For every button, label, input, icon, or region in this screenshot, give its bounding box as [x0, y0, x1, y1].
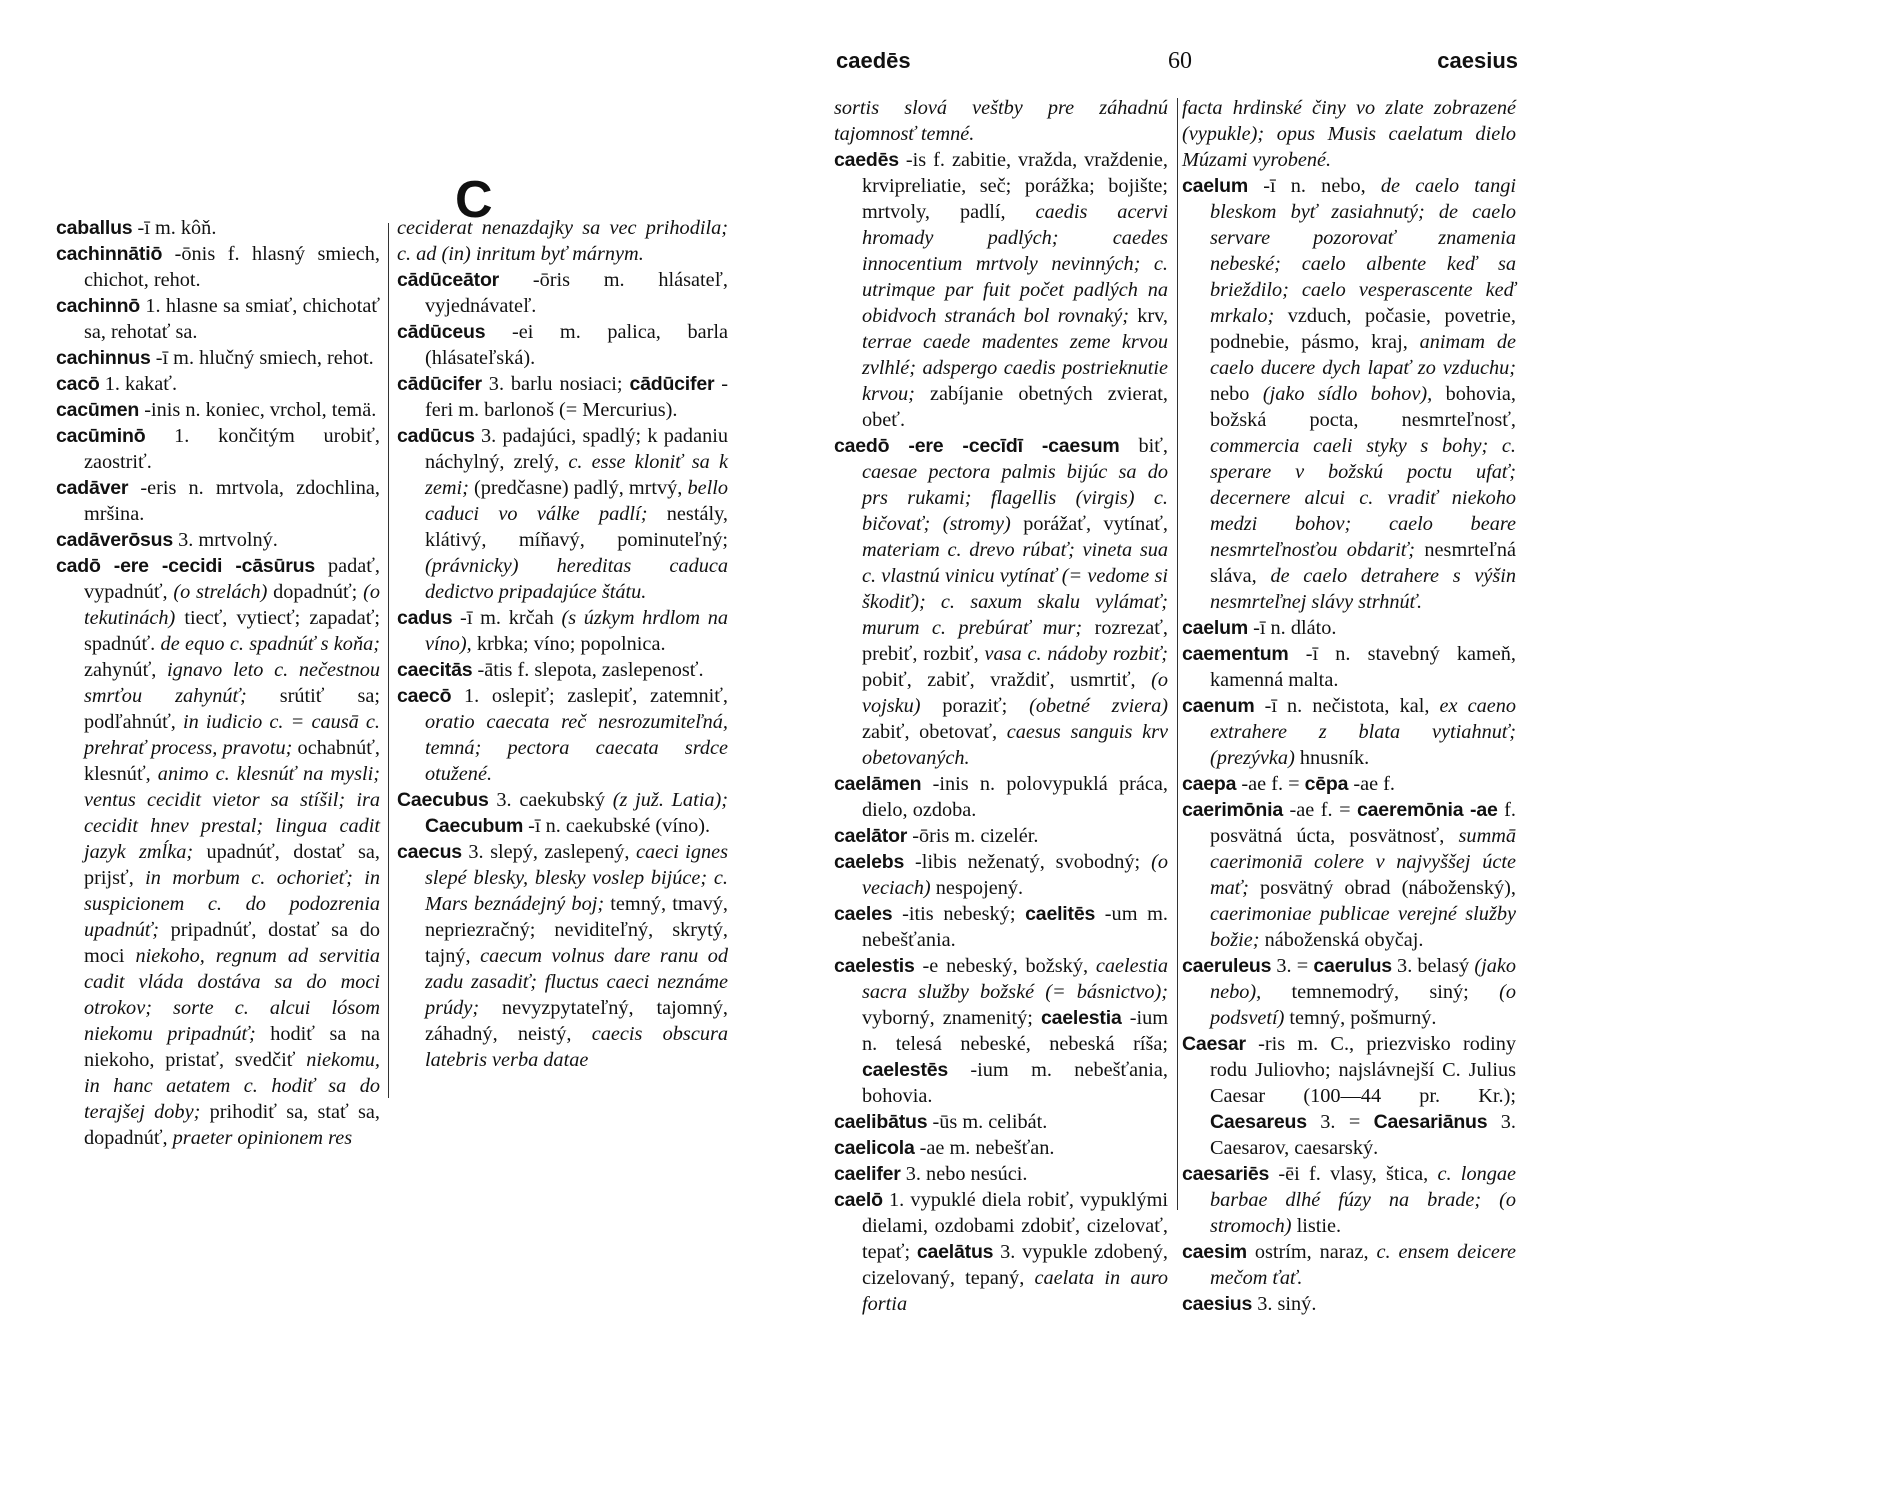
definition-text: poraziť;: [920, 695, 1030, 717]
example-phrase: caecis obscura latebris verba datae: [425, 1023, 728, 1071]
definition-text: -um m. nebešťania.: [862, 903, 1169, 951]
headword: Caesar: [1182, 1033, 1246, 1055]
dictionary-entry: [56, 215, 380, 241]
example-phrase: caesae pectora palmis bijúc sa do prs rukami; flagellis (virgis) c. bičovať; (stromy): [862, 461, 1168, 535]
headword: caelestis: [834, 955, 915, 977]
example-phrase: ex caeno extrahere z blata vytiahnuť; (prezývka): [1210, 695, 1517, 769]
dictionary-entry: [834, 147, 1168, 433]
dictionary-entry: [1182, 173, 1516, 615]
definition-text: listie.: [1291, 1215, 1342, 1237]
definition-text: 1. končitým urobiť, zaostriť.: [84, 425, 380, 473]
definition-text: -ī n. dláto.: [1248, 617, 1337, 639]
definition-text: -ium m. nebešťania, bohovia.: [862, 1059, 1168, 1107]
dictionary-entry: [834, 433, 1168, 771]
dictionary-entry: [397, 657, 728, 683]
continued-entry: [397, 215, 728, 267]
example-phrase: c. longae barbae dlhé fúzy na brade; (o stromoch): [1210, 1163, 1517, 1237]
dictionary-entry: [1182, 797, 1516, 953]
definition-text: krbka; víno; popolnica.: [471, 633, 666, 655]
right-page-column-1: [834, 95, 1168, 1317]
definition-text: upadnúť, dostať sa, prijsť,: [84, 841, 381, 889]
definition-text: zabiť, obetovať,: [862, 721, 1007, 743]
definition-text: 3. nebo nesúci.: [900, 1163, 1028, 1185]
dictionary-entry: [834, 1109, 1168, 1135]
definition-text: 3. slepý, zaslepený,: [461, 841, 636, 863]
headword: Caesariānus: [1373, 1111, 1488, 1133]
dictionary-entry: [834, 1187, 1168, 1317]
definition-text: náboženská obyčaj.: [1259, 929, 1424, 951]
definition-text: -ae f. =: [1236, 773, 1305, 795]
example-phrase: sortis slová veštby pre záhadnú tajomnosť temné.: [834, 97, 1168, 145]
definition-text: -e nebeský, božský,: [914, 955, 1096, 977]
definition-text: hodiť sa na niekoho, pristať, svedčiť: [84, 1023, 380, 1071]
dictionary-entry: [397, 787, 728, 839]
dictionary-entry: [397, 319, 728, 371]
definition-text: -ī m. hlučný smiech, rehot.: [150, 347, 374, 369]
definition-text: 3. caekubský: [488, 789, 613, 811]
definition-text: 1. hlasne sa smiať, chichotať sa, rehotať sa.: [84, 295, 380, 343]
continued-entry: [834, 95, 1168, 147]
example-phrase: praeter opinionem res: [172, 1127, 353, 1149]
definition-text: nebo: [1210, 383, 1263, 405]
headword: caeles: [834, 903, 893, 925]
example-phrase: niekomu, in hanc aetatem c. hodiť sa do terajšej doby;: [84, 1049, 380, 1123]
definition-text: posvätný obrad (náboženský),: [1248, 877, 1516, 899]
headword: caeremōnia -ae: [1357, 799, 1498, 821]
example-phrase: (jako sídlo bohov),: [1262, 383, 1433, 405]
dictionary-entry: [56, 345, 380, 371]
headword: caesius: [1182, 1293, 1253, 1315]
dictionary-entry: [397, 423, 728, 605]
definition-text: -ae f.: [1348, 773, 1395, 795]
dictionary-entry: [397, 371, 728, 423]
headword: cadō -ere -cecidi -cāsūrus: [56, 555, 316, 577]
headword: cadus: [397, 607, 453, 629]
dictionary-entry: [834, 771, 1168, 823]
definition-text: -ōnis f. hlasný smiech, chichot, rehot.: [84, 243, 380, 291]
definition-text: -ae m. nebešťan.: [914, 1137, 1055, 1159]
headword: caelāmen: [834, 773, 922, 795]
dictionary-entry: [397, 605, 728, 657]
headword: caerulus: [1313, 955, 1392, 977]
headword: Caesareus: [1210, 1111, 1307, 1133]
continued-entry: [1182, 95, 1516, 173]
example-phrase: niekoho, regnum ad servitia cadit vláda dostáva sa do moci otrokov; sorte c. alcui lósom niekomu pripadnúť;: [84, 945, 380, 1045]
dictionary-entry: [56, 527, 380, 553]
example-phrase: (obetné zviera): [1029, 695, 1168, 717]
example-phrase: (z juž. Latia);: [612, 789, 728, 811]
example-phrase: materiam c. drevo rúbať; vineta sua c. vlastnú vinicu vytínať (= vedome si škodiť);: [862, 539, 1168, 613]
headword: caedēs: [834, 149, 899, 171]
definition-text: -feri m. barlonoš (= Mercurius).: [425, 373, 729, 421]
headword: caeruleus: [1182, 955, 1272, 977]
headword: caballus: [56, 217, 133, 239]
example-phrase: commercia caeli styky s bohy; c. sperare v božskú poctu ufať; decernere alcui c. vradiť niekoho medzi bohov; caelo beare nesmrteľnosťou obdariť;: [1210, 435, 1516, 561]
definition-text: -ris m. C., priezvisko rodiny rodu Juliovho; najslávnejší C. Julius Caesar (100—44 pr. Kr.);: [1210, 1033, 1516, 1107]
definition-text: (predčasne) padlý, mrtvý,: [468, 477, 688, 499]
headword: caecitās: [397, 659, 473, 681]
column-divider: [1177, 98, 1178, 1210]
definition-text: -inis n. koniec, vrchol, temä.: [139, 399, 377, 421]
headword: Caecubus: [397, 789, 489, 811]
dictionary-entry: [1182, 615, 1516, 641]
definition-text: pripadnúť, dostať sa do moci: [84, 919, 380, 967]
dictionary-entry: [56, 475, 380, 527]
definition-text: 3. padajúci, spadlý; k padaniu náchylný, zrelý,: [425, 425, 728, 473]
example-phrase: caelata in auro fortia: [862, 1267, 1168, 1315]
example-phrase: caeci ignes slepé blesky, blesky voslep bijúce; c. Mars beznádejný boj;: [425, 841, 728, 915]
definition-text: 3. barlu nosiaci;: [481, 373, 630, 395]
headword: caelebs: [834, 851, 905, 873]
definition-text: vzduch, počasie, povetrie, podnebie, pásmo, kraj,: [1210, 305, 1516, 353]
headword: caelum: [1182, 175, 1249, 197]
definition-text: hnusník.: [1294, 747, 1370, 769]
example-phrase: caesus sanguis krv obetovaných.: [862, 721, 1168, 769]
headword: caecus: [397, 841, 462, 863]
definition-text: -ī n. nebo,: [1248, 175, 1381, 197]
definition-text: 1. vypuklé diela robiť, vypuklými dielami, ozdobami zdobiť, cizelovať, tepať;: [862, 1189, 1168, 1263]
dictionary-entry: [1182, 1291, 1516, 1317]
column-divider: [388, 223, 389, 1098]
definition-text: -ī n. stavebný kameň, kamenná malta.: [1210, 643, 1516, 691]
definition-text: -ium n. telesá nebeské, nebeská ríša;: [862, 1007, 1168, 1055]
definition-text: -libis neženatý, svobodný;: [904, 851, 1152, 873]
dictionary-entry: [834, 1161, 1168, 1187]
example-phrase: caerimoniae publicae verejné služby božie;: [1210, 903, 1516, 951]
headword: cadāverōsus: [56, 529, 174, 551]
example-phrase: c. ensem deicere mečom ťať.: [1210, 1241, 1516, 1289]
headword: cēpa: [1304, 773, 1349, 795]
example-phrase: de caelo tangi bleskom byť zasiahnutý; de caelo servare pozorovať znamenia nebeské; caelo albente keď sa brieždilo; caelo vesperascente keď mrkalo;: [1210, 175, 1516, 327]
dictionary-entry: [834, 1135, 1168, 1161]
definition-text: ochabnúť, klesnúť,: [84, 737, 380, 785]
headword: caecō: [397, 685, 452, 707]
dictionary-entry: [56, 397, 380, 423]
definition-text: rozrezať, prebiť, rozbiť,: [862, 617, 1168, 665]
definition-text: 3. mrtvolný.: [173, 529, 278, 551]
headword: caesim: [1182, 1241, 1247, 1263]
headword: caelō: [834, 1189, 883, 1211]
example-phrase: summā caerimoniā colere v najvyššej úcte mať;: [1210, 825, 1516, 899]
definition-text: -ātis f. slepota, zaslepenosť.: [472, 659, 704, 681]
headword: cacūminō: [56, 425, 146, 447]
headword: caedō -ere -cecīdī -caesum: [834, 435, 1120, 457]
dictionary-entry: [834, 953, 1168, 1109]
right-page-column-2: [1182, 95, 1516, 1317]
definition-text: temný, tmavý, nepriezračný; neviditeľný, skrytý, tajný,: [425, 893, 728, 967]
definition-text: bohovia, božská pocta, nesmrteľnosť,: [1210, 383, 1516, 431]
definition-text: 3. belasý: [1391, 955, 1475, 977]
dictionary-entry: [834, 901, 1168, 953]
definition-text: nevyzpytateľný, tajomný, záhadný, neistý,: [425, 997, 728, 1045]
definition-text: 3. =: [1306, 1111, 1374, 1133]
dictionary-entry: [56, 423, 380, 475]
headword: caelestēs: [862, 1059, 949, 1081]
example-phrase: caedis acervi hromady padlých; caedes innocentium mrtvoly nevinných; c. utrimque par fuit počet padlých na obidvoch stranách bol rovnaký;: [862, 201, 1168, 327]
dictionary-entry: [834, 823, 1168, 849]
headword: Caecubum: [425, 815, 524, 837]
headword: caelibātus: [834, 1111, 928, 1133]
definition-text: -ūs m. celibát.: [927, 1111, 1048, 1133]
dictionary-entry: [56, 553, 380, 1151]
definition-text: -itis nebeský;: [892, 903, 1026, 925]
example-phrase: (o tekutinách): [84, 581, 380, 629]
section-letter: C: [455, 171, 493, 229]
definition-text: f. posvätná úcta, posvätnosť,: [1210, 799, 1516, 847]
example-phrase: (právnicky) hereditas caduca dedictvo pripadajúce štátu.: [425, 555, 728, 603]
definition-text: zabíjanie obetných zvierat, obeť.: [862, 383, 1168, 431]
headword: caelum: [1182, 617, 1249, 639]
dictionary-entry: [1182, 1031, 1516, 1161]
headword: cachinnātiō: [56, 243, 163, 265]
example-phrase: (jako nebo),: [1210, 955, 1516, 1003]
definition-text: temný, pošmurný.: [1284, 1007, 1437, 1029]
dictionary-entry: [1182, 771, 1516, 797]
headword: caelestia: [1040, 1007, 1122, 1029]
definition-text: -ōris m. cizelér.: [907, 825, 1039, 847]
definition-text: -ae f. =: [1282, 799, 1358, 821]
headword: cadūcus: [397, 425, 475, 447]
headword: cacō: [56, 373, 100, 395]
headword: caelitēs: [1025, 903, 1096, 925]
running-head-last-word: caesius: [1437, 48, 1518, 73]
definition-text: 1. kakať.: [99, 373, 178, 395]
definition-text: -ī m. krčah: [452, 607, 562, 629]
example-phrase: in iudicio c. = causā c. prehrať process, pravotu;: [84, 711, 381, 759]
headword: caelicola: [834, 1137, 915, 1159]
dictionary-entry: [397, 683, 728, 787]
definition-text: [926, 591, 941, 613]
example-phrase: animam de caelo ducere dych lapať zo vzduchu;: [1210, 331, 1516, 379]
left-page-column-1: [56, 215, 380, 1151]
headword: caerimōnia: [1182, 799, 1283, 821]
dictionary-entry: [1182, 693, 1516, 771]
dictionary-entry: [1182, 1239, 1516, 1291]
example-phrase: c. esse kloniť sa k zemi;: [425, 451, 729, 499]
headword: caepa: [1182, 773, 1237, 795]
definition-text: -eris n. mrtvola, zdochlina, mršina.: [84, 477, 380, 525]
headword: cachinnō: [56, 295, 140, 317]
dictionary-entry: [56, 371, 380, 397]
headword: caelātor: [834, 825, 908, 847]
headword: caenum: [1182, 695, 1255, 717]
definition-text: srútiť sa; podľahnúť,: [84, 685, 380, 733]
example-phrase: facta hrdinské činy vo zlate zobrazené (vypukle); opus Musis caelatum dielo Múzami vyrobené.: [1182, 97, 1516, 171]
example-phrase: c. saxum skalu vylámať; murum c. prebúrať mur;: [862, 591, 1168, 639]
definition-text: vyborný, znamenitý;: [862, 1007, 1041, 1029]
example-phrase: de caelo detrahere s výšin nesmrteľnej slávy strhnúť.: [1210, 565, 1516, 613]
definition-text: krv,: [1129, 305, 1168, 327]
definition-text: -ōris m. hlásateľ, vyjednávateľ.: [425, 269, 728, 317]
headword: cadāver: [56, 477, 129, 499]
example-phrase: (s úzkym hrdlom na víno),: [425, 607, 728, 655]
definition-text: nestály, klátivý, míňavý, pominuteľný;: [425, 503, 728, 551]
definition-text: biť,: [1119, 435, 1168, 457]
definition-text: pobiť, zabiť, vraždiť, usmrtiť,: [862, 669, 1152, 691]
definition-text: tiecť, vytiecť; zapadať; spadnúť.: [84, 607, 380, 655]
example-phrase: de equo c. spadnúť s koňa;: [160, 633, 380, 655]
example-phrase: oratio caecata reč nesrozumiteľná, temná; pectora caecata srdce otužené.: [425, 711, 728, 785]
definition-text: -ī n. nečistota, kal,: [1254, 695, 1440, 717]
dictionary-entry: [834, 849, 1168, 901]
headword: cādūcifer: [397, 373, 482, 395]
headword: cādūcifer: [629, 373, 715, 395]
example-phrase: (o vojsku): [862, 669, 1168, 717]
definition-text: 3. siný.: [1252, 1293, 1317, 1315]
example-phrase: terrae caede madentes zeme krvou zvlhlé; adspergo caedis postrieknutie krvou;: [862, 331, 1168, 405]
running-head-first-word: caedēs: [836, 48, 911, 73]
left-page-column-2: [397, 215, 728, 1073]
dictionary-entry: [1182, 641, 1516, 693]
definition-text: -is f. zabitie, vražda, vraždenie, krvipreliatie, seč; porážka; bojište; mrtvoly, padlí,: [862, 149, 1168, 223]
example-phrase: ceciderat nenazdajky sa vec prihodila; c. ad (in) inritum byť márnym.: [397, 217, 728, 265]
dictionary-entry: [1182, 1161, 1516, 1239]
dictionary-entry: [56, 241, 380, 293]
example-phrase: vasa c. nádoby rozbiť;: [984, 643, 1168, 665]
definition-text: 3. Caesarov, caesarský.: [1210, 1111, 1516, 1159]
headword: cādūceus: [397, 321, 486, 343]
headword: caelifer: [834, 1163, 901, 1185]
example-phrase: (o veciach): [862, 851, 1168, 899]
dictionary-entry: [1182, 953, 1516, 1031]
definition-text: -inis n. polovypuklá práca, dielo, ozdoba.: [862, 773, 1168, 821]
example-phrase: caelestia sacra služby božské (= básnictvo);: [862, 955, 1168, 1003]
definition-text: -ei m. palica, barla (hlásateľská).: [425, 321, 728, 369]
example-phrase: (o podsvetí): [1210, 981, 1516, 1029]
definition-text: ostrím, naraz,: [1246, 1241, 1377, 1263]
dictionary-entry: [397, 267, 728, 319]
definition-text: temnemodrý, siný;: [1261, 981, 1500, 1003]
definition-text: nesmrteľná sláva,: [1210, 539, 1516, 587]
headword: cachinnus: [56, 347, 151, 369]
definition-text: prihodiť sa, stať sa, dopadnúť,: [84, 1101, 380, 1149]
dictionary-entry: [56, 293, 380, 345]
right-page: [834, 0, 1888, 1500]
definition-text: zahynúť,: [84, 659, 168, 681]
example-phrase: bello caduci vo válke padlí;: [425, 477, 729, 525]
example-phrase: animo c. klesnúť na mysli; ventus cecidit vietor sa stíšil; ira cecidit hnev prestal; lingua cadit jazyk zmĺka;: [84, 763, 381, 863]
example-phrase: caecum volnus dare ranu od zadu zasadiť; fluctus caeci neznáme prúdy;: [425, 945, 728, 1019]
definition-text: dopadnúť;: [267, 581, 364, 603]
definition-text: 1. oslepiť; zaslepiť, zatemniť,: [451, 685, 728, 707]
headword: caelātus: [916, 1241, 994, 1263]
definition-text: -ī n. caekubské (víno).: [523, 815, 711, 837]
definition-text: -ēi f. vlasy, štica,: [1269, 1163, 1438, 1185]
definition-text: padať, vypadnúť,: [84, 555, 380, 603]
headword: caesariēs: [1182, 1163, 1270, 1185]
example-phrase: in morbum c. ochorieť; in suspicionem c. do podozrenia upadnúť;: [84, 867, 380, 941]
dictionary-entry: [397, 839, 728, 1073]
definition-text: nespojený.: [930, 877, 1024, 899]
example-phrase: ignavo leto c. nečestnou smrťou zahynúť;: [84, 659, 380, 707]
definition-text: 3. vypukle zdobený, cizelovaný, tepaný,: [862, 1241, 1168, 1289]
headword: caementum: [1182, 643, 1289, 665]
definition-text: -ī m. kôň.: [132, 217, 217, 239]
example-phrase: (o strelách): [173, 581, 268, 603]
definition-text: 3. =: [1271, 955, 1314, 977]
definition-text: porážať, vytínať,: [1010, 513, 1168, 535]
headword: cacūmen: [56, 399, 140, 421]
page-number: 60: [1168, 48, 1192, 74]
headword: cādūceātor: [397, 269, 500, 291]
